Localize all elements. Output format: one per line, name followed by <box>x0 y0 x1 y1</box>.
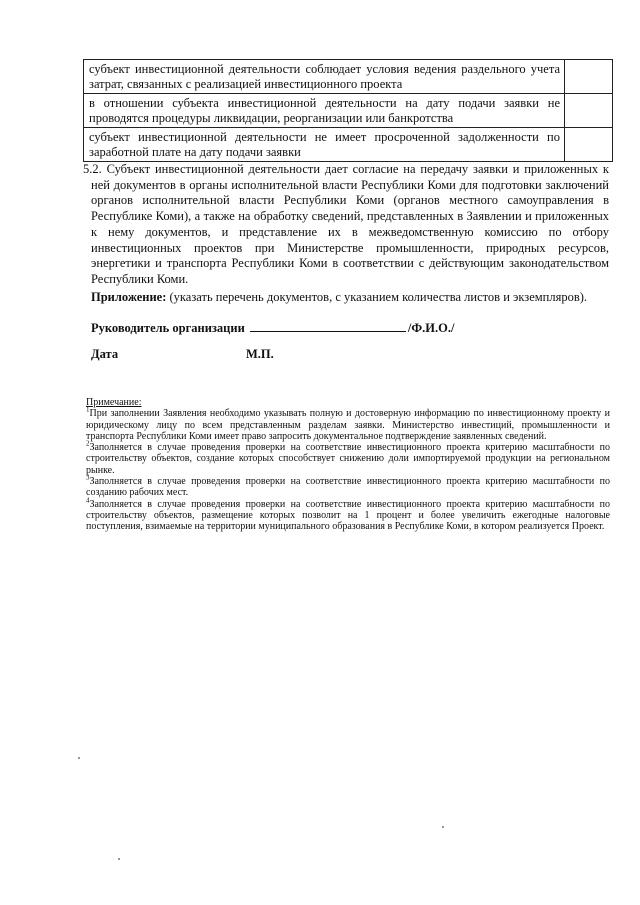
appendix-label: Приложение: <box>91 290 167 304</box>
signature-label: Руководитель организации <box>91 321 245 335</box>
table-cell-condition: в отношении субъекта инвестиционной деятельности на дату подачи заявки не проводятся процедуры ликвидации, реорганизации или банкротства <box>84 94 565 128</box>
note-text: При заполнении Заявления необходимо указывать полную и достоверную информацию по инвестиционному проекту и юридическому лицу по всем представленным разделам заявки. Министерство инвестиций, промышленности и транспорта Республики Коми имеет право запросить документальное подтверждение заявленных сведений. <box>86 408 610 442</box>
table-row <box>84 94 613 128</box>
notes-title: Примечание: <box>86 397 142 408</box>
note-mark: 1 <box>86 405 90 414</box>
table-row <box>84 60 613 94</box>
note-mark: 3 <box>86 473 90 482</box>
signature-blank <box>250 320 406 332</box>
table-cell-condition: субъект инвестиционной деятельности соблюдает условия ведения раздельного учета затрат, связанных с реализацией инвестиционного проекта <box>84 60 565 94</box>
table-cell-mark <box>565 94 613 128</box>
note-item <box>86 439 610 476</box>
notes-block <box>86 397 610 533</box>
appendix-line <box>91 290 611 305</box>
table-row <box>84 128 613 162</box>
note-item <box>86 405 610 442</box>
note-mark: 2 <box>86 439 90 448</box>
note-mark: 4 <box>86 496 90 505</box>
scan-speck <box>78 757 80 759</box>
appendix-text: (указать перечень документов, с указанием количества листов и экземпляров). <box>166 290 588 304</box>
table-cell-condition: субъект инвестиционной деятельности не имеет просроченной задолженности по заработной плате на дату подачи заявки <box>84 128 565 162</box>
date-label: Дата <box>91 347 119 361</box>
note-text: Заполняется в случае проведения проверки на соответствие инвестиционного проекта критерию масштабности по строительству объектов, размещение которых позволит на 1 процент и более увеличить ежегодные налоговые поступления, взимаемые на территории муниципального образования в Республике Коми, в котором реализуется Проект. <box>86 498 610 533</box>
note-item <box>86 496 610 533</box>
signature-line <box>91 320 454 336</box>
scan-speck <box>118 858 120 860</box>
scan-speck <box>442 826 444 828</box>
stamp-label: М.П. <box>246 347 274 361</box>
note-text: Заполняется в случае проведения проверки на соответствие инвестиционного проекта критерию масштабности по созданию рабочих мест. <box>86 476 610 499</box>
table-cell-mark <box>565 128 613 162</box>
table-cell-mark <box>565 60 613 94</box>
section-5-2-paragraph: 5.2. Субъект инвестиционной деятельности дает согласие на передачу заявки и приложенных к ней документов в органы исполнительной власти Республики Коми для подготовки заключений органов исполнительной власти Республики Коми (органов местного самоуправления в Республике Коми), а также на обработку сведений, представленных в Заявлении и приложенных к нему документов, и представление их в межведомственную комиссию по отбору инвестиционных проектов при Министерстве промышленности, природных ресурсов, энергетики и транспорта Республики Коми в соответствии с действующим законодательством Республики Коми. <box>83 162 609 286</box>
note-item <box>86 473 610 499</box>
signature-suffix: /Ф.И.О./ <box>407 321 455 335</box>
note-text: Заполняется в случае проведения проверки на соответствие инвестиционного проекта критерию масштабности по строительству объектов, создание которых способствует снижению доли импортируемой продукции на региональном рынке. <box>86 442 610 476</box>
conditions-table <box>83 59 613 162</box>
